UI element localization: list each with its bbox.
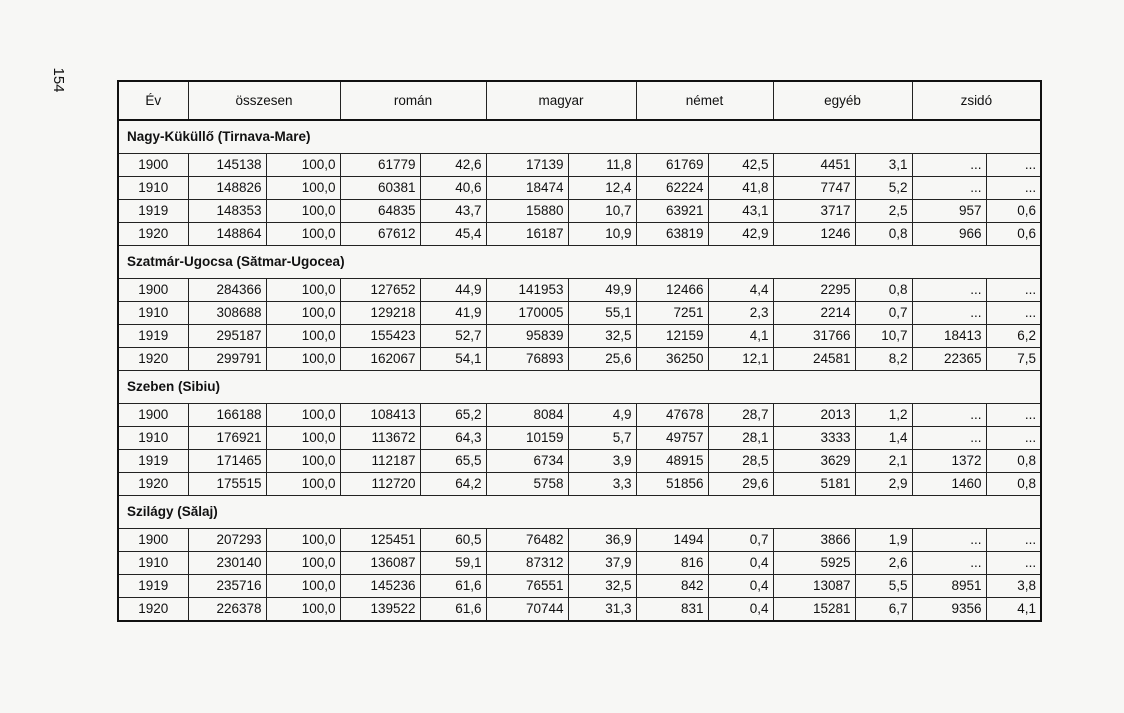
value-cell: 60381 [340,177,420,200]
value-cell: 3717 [773,200,855,223]
value-cell: 5,5 [855,575,912,598]
value-cell: 3333 [773,427,855,450]
value-cell: 170005 [486,302,568,325]
value-cell: 226378 [188,598,266,622]
value-cell: 63819 [636,223,708,246]
value-cell: 28,5 [708,450,773,473]
page-number: 154 [50,67,68,93]
value-cell: 2,6 [855,552,912,575]
table-row [118,154,1041,177]
value-cell: 17139 [486,154,568,177]
value-cell: 42,5 [708,154,773,177]
value-cell: 113672 [340,427,420,450]
value-cell: 166188 [188,404,266,427]
value-cell: 6,2 [986,325,1041,348]
value-cell: 100,0 [266,552,340,575]
value-cell: 100,0 [266,302,340,325]
value-cell: 28,1 [708,427,773,450]
value-cell: 141953 [486,279,568,302]
value-cell: 100,0 [266,598,340,622]
value-cell: 100,0 [266,575,340,598]
value-cell: 2,9 [855,473,912,496]
value-cell: 4,9 [568,404,636,427]
value-cell: 162067 [340,348,420,371]
year-cell: 1900 [118,529,188,552]
value-cell: 1460 [912,473,986,496]
value-cell: 100,0 [266,279,340,302]
value-cell: 3,1 [855,154,912,177]
value-cell: 8951 [912,575,986,598]
table-row [118,529,1041,552]
value-cell: 40,6 [420,177,486,200]
value-cell: 3,9 [568,450,636,473]
value-cell: 61,6 [420,598,486,622]
table-row [118,177,1041,200]
value-cell: 15880 [486,200,568,223]
column-header: összesen [188,81,340,120]
value-cell: 12159 [636,325,708,348]
value-cell: ... [986,302,1041,325]
value-cell: 12466 [636,279,708,302]
region-title: Nagy-Küküllő (Tirnava-Mare) [118,120,1041,154]
value-cell: 22365 [912,348,986,371]
value-cell: 18474 [486,177,568,200]
value-cell: 0,8 [986,450,1041,473]
value-cell: 235716 [188,575,266,598]
value-cell: 100,0 [266,529,340,552]
value-cell: 12,4 [568,177,636,200]
year-cell: 1920 [118,348,188,371]
value-cell: 108413 [340,404,420,427]
year-cell: 1920 [118,598,188,622]
value-cell: 2013 [773,404,855,427]
value-cell: 4,1 [708,325,773,348]
value-cell: 125451 [340,529,420,552]
value-cell: 10,9 [568,223,636,246]
value-cell: 112720 [340,473,420,496]
value-cell: 43,7 [420,200,486,223]
value-cell: 175515 [188,473,266,496]
table-body [118,120,1041,621]
region-title: Szilágy (Sălaj) [118,496,1041,529]
value-cell: 5925 [773,552,855,575]
value-cell: 31,3 [568,598,636,622]
value-cell: 24581 [773,348,855,371]
value-cell: ... [912,279,986,302]
value-cell: ... [912,404,986,427]
value-cell: 127652 [340,279,420,302]
year-cell: 1910 [118,177,188,200]
year-cell: 1919 [118,450,188,473]
value-cell: 54,1 [420,348,486,371]
value-cell: 207293 [188,529,266,552]
value-cell: 48915 [636,450,708,473]
value-cell: ... [912,302,986,325]
value-cell: 100,0 [266,450,340,473]
value-cell: 100,0 [266,223,340,246]
value-cell: 100,0 [266,177,340,200]
value-cell: 65,5 [420,450,486,473]
census-table [117,80,1042,622]
value-cell: 70744 [486,598,568,622]
value-cell: 65,2 [420,404,486,427]
value-cell: 4451 [773,154,855,177]
value-cell: ... [912,529,986,552]
value-cell: 42,9 [708,223,773,246]
value-cell: ... [986,177,1041,200]
year-cell: 1919 [118,325,188,348]
year-cell: 1910 [118,552,188,575]
value-cell: 15281 [773,598,855,622]
value-cell: 36,9 [568,529,636,552]
value-cell: 7251 [636,302,708,325]
value-cell: 64,2 [420,473,486,496]
value-cell: ... [986,552,1041,575]
table-row [118,200,1041,223]
column-header: zsidó [912,81,1041,120]
value-cell: 145236 [340,575,420,598]
column-header: egyéb [773,81,912,120]
value-cell: 0,6 [986,200,1041,223]
value-cell: 100,0 [266,154,340,177]
value-cell: 2214 [773,302,855,325]
value-cell: 37,9 [568,552,636,575]
value-cell: 28,7 [708,404,773,427]
value-cell: 1494 [636,529,708,552]
value-cell: ... [986,529,1041,552]
value-cell: 299791 [188,348,266,371]
value-cell: 842 [636,575,708,598]
value-cell: 5,2 [855,177,912,200]
value-cell: 171465 [188,450,266,473]
value-cell: 148353 [188,200,266,223]
year-cell: 1910 [118,302,188,325]
value-cell: 155423 [340,325,420,348]
year-cell: 1910 [118,427,188,450]
value-cell: 100,0 [266,427,340,450]
year-cell: 1920 [118,473,188,496]
value-cell: 13087 [773,575,855,598]
value-cell: 76893 [486,348,568,371]
value-cell: 10,7 [568,200,636,223]
value-cell: 47678 [636,404,708,427]
value-cell: 136087 [340,552,420,575]
value-cell: ... [986,427,1041,450]
value-cell: 5758 [486,473,568,496]
value-cell: 76551 [486,575,568,598]
value-cell: 31766 [773,325,855,348]
value-cell: 29,6 [708,473,773,496]
value-cell: 100,0 [266,473,340,496]
value-cell: 62224 [636,177,708,200]
value-cell: 67612 [340,223,420,246]
value-cell: 87312 [486,552,568,575]
table-row [118,302,1041,325]
table-row [118,348,1041,371]
table-row [118,325,1041,348]
value-cell: 2,3 [708,302,773,325]
year-cell: 1900 [118,279,188,302]
value-cell: 139522 [340,598,420,622]
table-header-row [118,81,1041,120]
value-cell: 61779 [340,154,420,177]
value-cell: 11,8 [568,154,636,177]
value-cell: 100,0 [266,200,340,223]
value-cell: 5181 [773,473,855,496]
value-cell: 60,5 [420,529,486,552]
value-cell: ... [912,552,986,575]
value-cell: 95839 [486,325,568,348]
table-row [118,223,1041,246]
value-cell: 0,4 [708,575,773,598]
value-cell: 1372 [912,450,986,473]
year-cell: 1919 [118,575,188,598]
value-cell: 8084 [486,404,568,427]
value-cell: 100,0 [266,325,340,348]
region-row [118,496,1041,529]
value-cell: 63921 [636,200,708,223]
value-cell: 284366 [188,279,266,302]
year-cell: 1900 [118,154,188,177]
region-row [118,120,1041,154]
value-cell: 3866 [773,529,855,552]
value-cell: 0,8 [855,279,912,302]
value-cell: 3,8 [986,575,1041,598]
value-cell: 9356 [912,598,986,622]
value-cell: 966 [912,223,986,246]
value-cell: 2,1 [855,450,912,473]
value-cell: 957 [912,200,986,223]
value-cell: 230140 [188,552,266,575]
value-cell: 61,6 [420,575,486,598]
value-cell: 308688 [188,302,266,325]
value-cell: 3,3 [568,473,636,496]
value-cell: 10,7 [855,325,912,348]
value-cell: 44,9 [420,279,486,302]
year-cell: 1920 [118,223,188,246]
value-cell: 0,7 [708,529,773,552]
table-row [118,427,1041,450]
table-row [118,404,1041,427]
value-cell: 2,5 [855,200,912,223]
value-cell: ... [912,154,986,177]
table-row [118,552,1041,575]
region-title: Szeben (Sibiu) [118,371,1041,404]
value-cell: 816 [636,552,708,575]
value-cell: 2295 [773,279,855,302]
value-cell: 51856 [636,473,708,496]
value-cell: 45,4 [420,223,486,246]
column-header: német [636,81,773,120]
value-cell: 64835 [340,200,420,223]
value-cell: ... [912,177,986,200]
value-cell: 0,6 [986,223,1041,246]
value-cell: 32,5 [568,575,636,598]
value-cell: 32,5 [568,325,636,348]
year-cell: 1900 [118,404,188,427]
value-cell: 4,1 [986,598,1041,622]
value-cell: 4,4 [708,279,773,302]
region-row [118,246,1041,279]
value-cell: 6,7 [855,598,912,622]
value-cell: 25,6 [568,348,636,371]
value-cell: ... [986,404,1041,427]
value-cell: 112187 [340,450,420,473]
value-cell: 49757 [636,427,708,450]
value-cell: 12,1 [708,348,773,371]
value-cell: 129218 [340,302,420,325]
value-cell: 0,8 [986,473,1041,496]
value-cell: ... [986,154,1041,177]
value-cell: 59,1 [420,552,486,575]
region-title: Szatmár-Ugocsa (Sătmar-Ugocea) [118,246,1041,279]
value-cell: 64,3 [420,427,486,450]
value-cell: 148826 [188,177,266,200]
year-cell: 1919 [118,200,188,223]
table-row [118,450,1041,473]
value-cell: 7747 [773,177,855,200]
table-row [118,279,1041,302]
value-cell: 176921 [188,427,266,450]
value-cell: 6734 [486,450,568,473]
value-cell: 7,5 [986,348,1041,371]
value-cell: 76482 [486,529,568,552]
value-cell: 49,9 [568,279,636,302]
value-cell: 1246 [773,223,855,246]
value-cell: ... [912,427,986,450]
value-cell: 831 [636,598,708,622]
value-cell: 36250 [636,348,708,371]
value-cell: 8,2 [855,348,912,371]
value-cell: 0,4 [708,598,773,622]
value-cell: 148864 [188,223,266,246]
value-cell: 16187 [486,223,568,246]
value-cell: 3629 [773,450,855,473]
value-cell: 10159 [486,427,568,450]
table-row [118,575,1041,598]
value-cell: 55,1 [568,302,636,325]
region-row [118,371,1041,404]
value-cell: 100,0 [266,404,340,427]
value-cell: 0,8 [855,223,912,246]
value-cell: ... [986,279,1041,302]
value-cell: 1,2 [855,404,912,427]
value-cell: 61769 [636,154,708,177]
value-cell: 18413 [912,325,986,348]
value-cell: 145138 [188,154,266,177]
value-cell: 1,9 [855,529,912,552]
column-header: magyar [486,81,636,120]
value-cell: 1,4 [855,427,912,450]
value-cell: 52,7 [420,325,486,348]
value-cell: 5,7 [568,427,636,450]
column-header: román [340,81,486,120]
column-header: Év [118,81,188,120]
table-row [118,598,1041,622]
value-cell: 43,1 [708,200,773,223]
value-cell: 295187 [188,325,266,348]
value-cell: 100,0 [266,348,340,371]
value-cell: 42,6 [420,154,486,177]
value-cell: 41,9 [420,302,486,325]
table-row [118,473,1041,496]
value-cell: 0,4 [708,552,773,575]
value-cell: 41,8 [708,177,773,200]
value-cell: 0,7 [855,302,912,325]
